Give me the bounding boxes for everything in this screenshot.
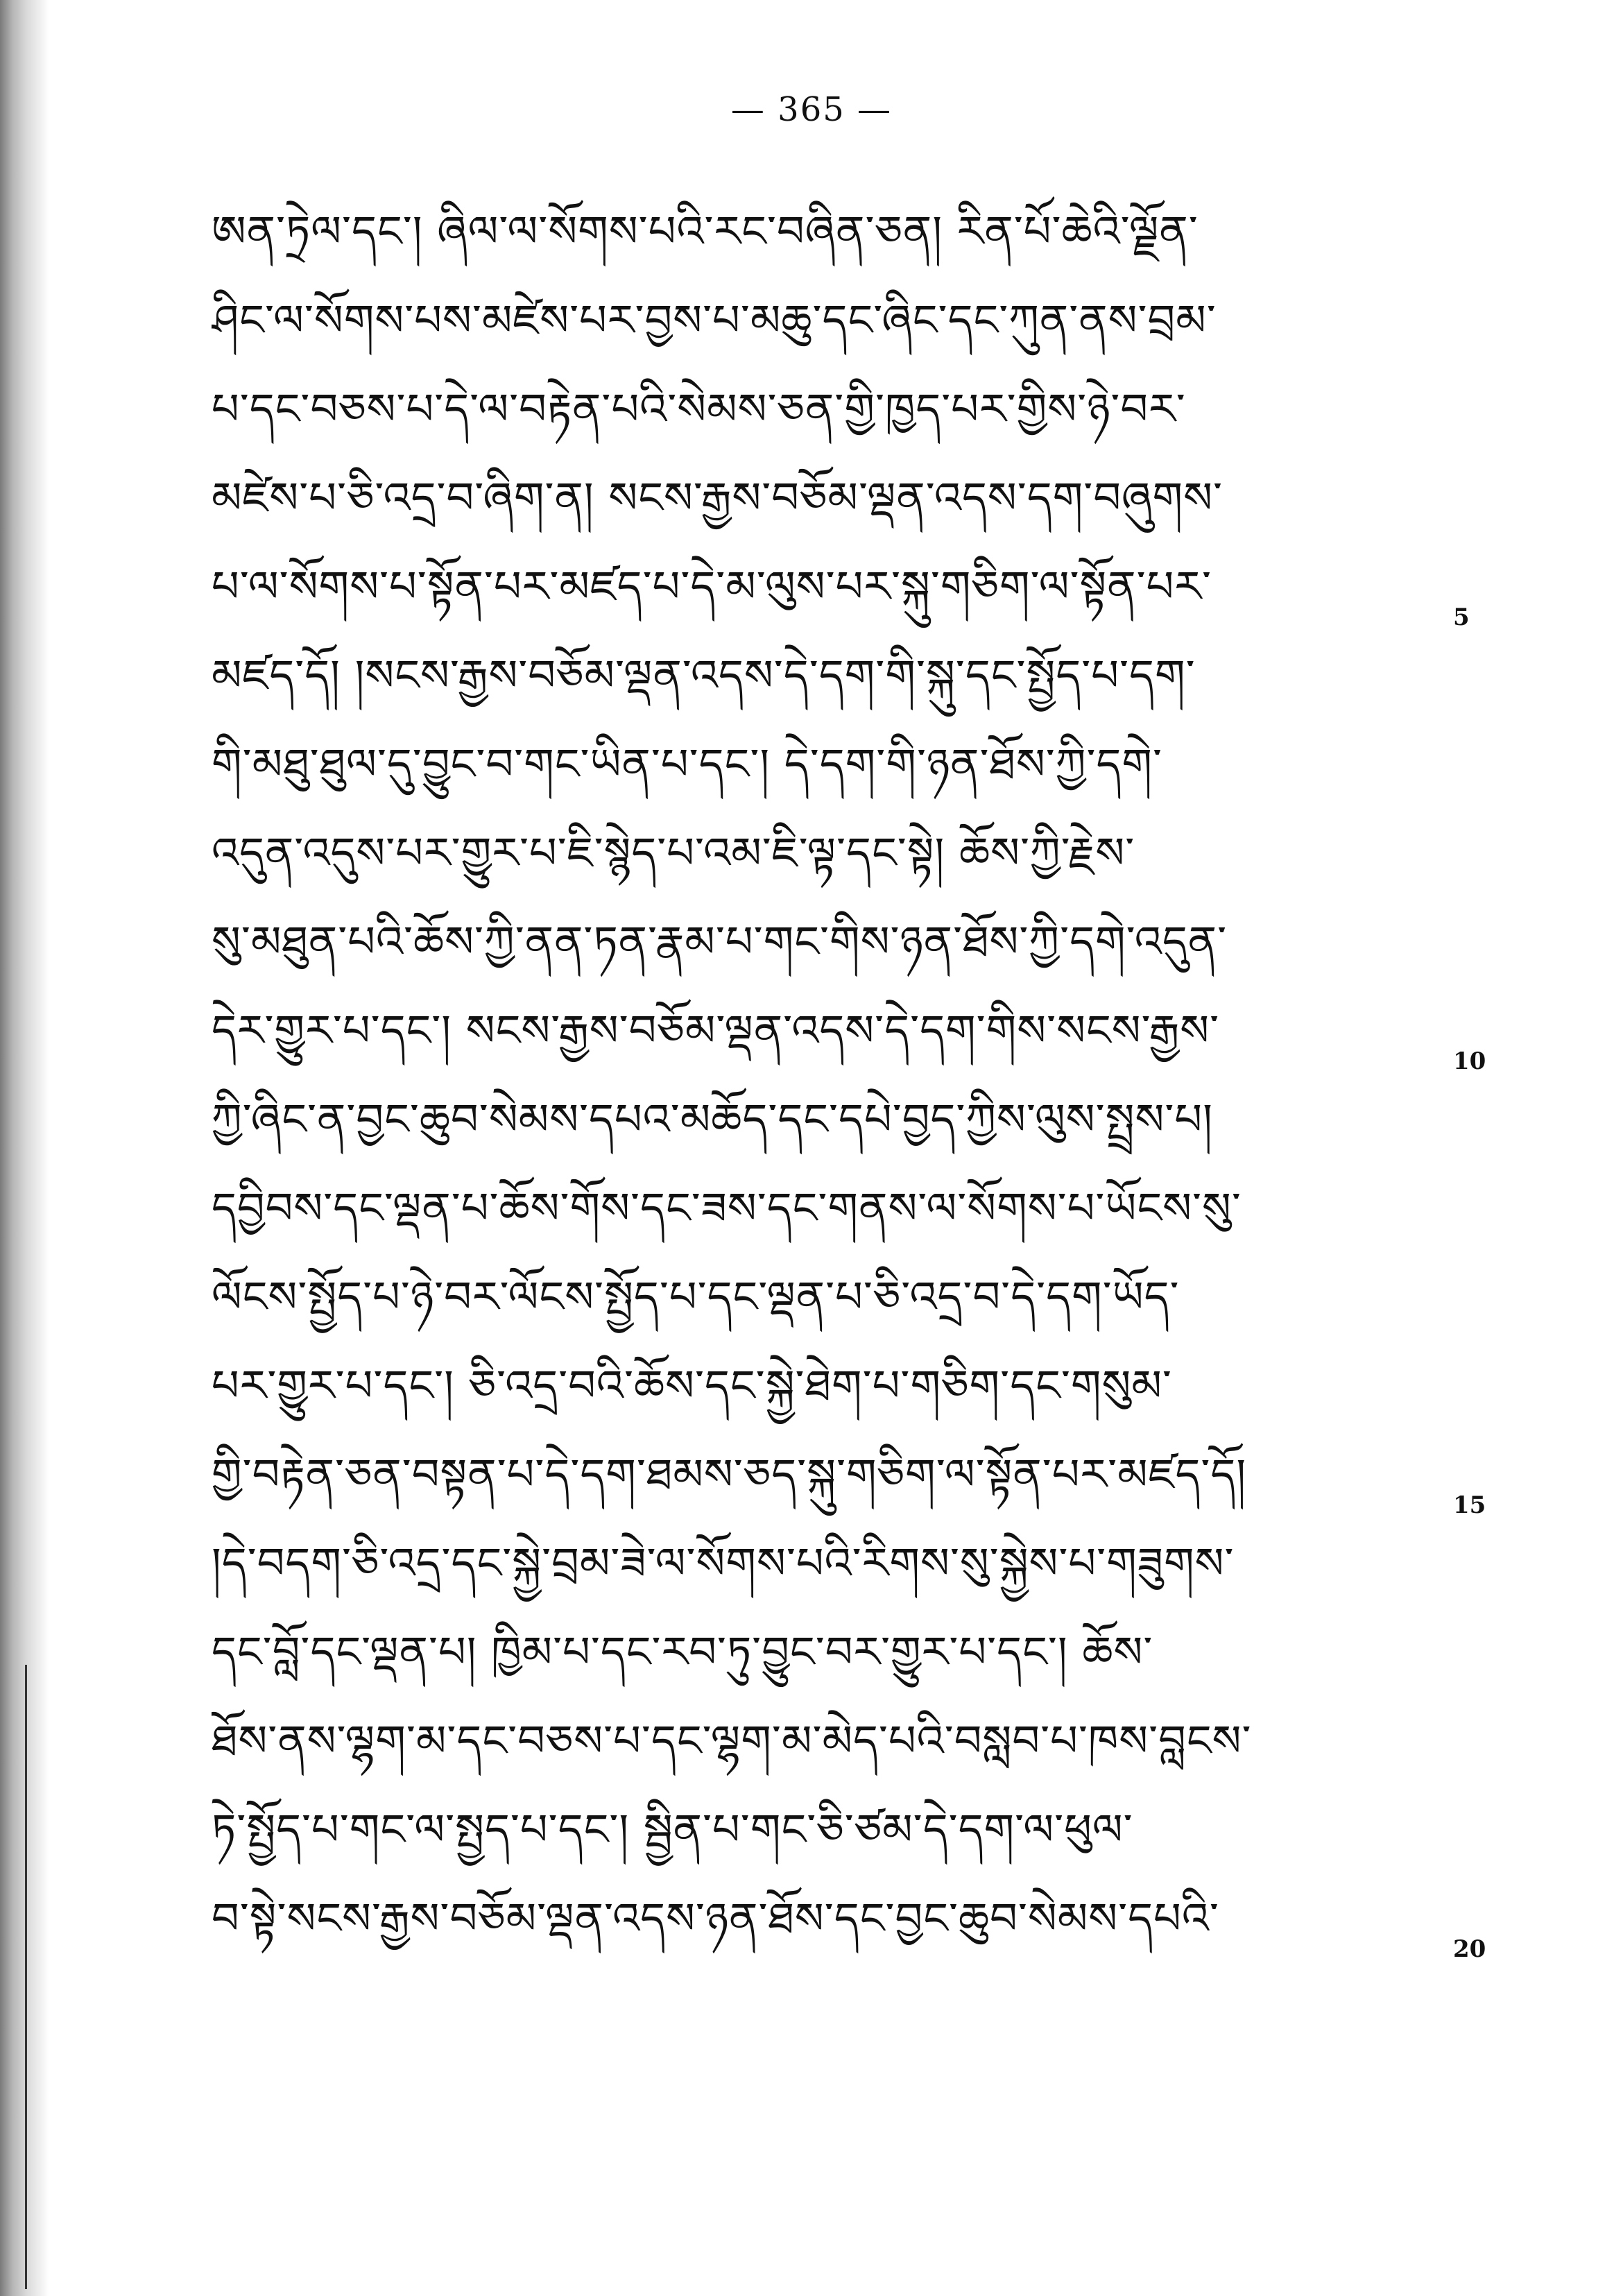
text-line: ལོངས་སྤྱོད་པ་ཉེ་བར་ལོངས་སྤྱོད་པ་དང་ལྡན་པ་ཅི་འདྲ་བ་དེ་དག་ཡོད་ (212, 1271, 1180, 1322)
text-line: ཀྱི་ཞིང་ན་བྱང་ཆུབ་སེམས་དཔའ་མཆོད་དང་དཔེ་བྱད་ཀྱིས་ལུས་སྤྲས་པ། (212, 1094, 1213, 1145)
text-line: འདུན་འདུས་པར་གྱུར་པ་ཇི་སྙེད་པ་འམ་ཇི་ལྟ་དང་སྟེ། ཆོས་ཀྱི་རྗེས་ (212, 828, 1135, 878)
text-line: དེར་གྱུར་པ་དང་། སངས་རྒྱས་བཅོམ་ལྡན་འདས་དེ་དག་གིས་སངས་རྒྱས་ (212, 1005, 1220, 1056)
text-line: བ་སྟེ་སངས་རྒྱས་བཅོམ་ལྡན་འདས་ཉན་ཐོས་དང་བྱང་ཆུབ་སེམས་དཔའི་ (212, 1893, 1219, 1944)
text-line: པ་དང་བཅས་པ་དེ་ལ་བརྟེན་པའི་སེམས་ཅན་གྱི་ཁྱད་པར་གྱིས་ཉེ་བར་ (212, 384, 1186, 434)
text-line: གྱི་བརྟེན་ཅན་བསྟན་པ་དེ་དག་ཐམས་ཅད་སྐུ་གཅིག་ལ་སྟོན་པར་མཛད་དོ། (212, 1449, 1247, 1500)
scan-shadow-edge (0, 0, 49, 2296)
text-line: མཛེས་པ་ཅི་འདྲ་བ་ཞིག་ན། སངས་རྒྱས་བཅོམ་ལྡན་འདས་དག་བཞུགས་ (212, 472, 1223, 523)
scan-edge-line (25, 1665, 27, 2289)
text-line: །དེ་བདག་ཅི་འདྲ་དང་སྐྱེ་བྲམ་ཟེ་ལ་སོགས་པའི་རིགས་སུ་སྐྱེས་པ་གཟུགས་ (212, 1538, 1235, 1588)
line-number-10: 10 (1453, 1047, 1486, 1075)
text-line: ཐོས་ནས་ལྷག་མ་དང་བཅས་པ་དང་ལྷག་མ་མེད་པའི་བསླབ་པ་ཁས་བླངས་ (212, 1715, 1252, 1766)
text-line: དབྱིབས་དང་ལྡན་པ་ཆོས་གོས་དང་ཟས་དང་གནས་ལ་སོགས་པ་ཡོངས་སུ་ (212, 1183, 1242, 1233)
tibetan-text-body (212, 187, 1453, 1963)
line-number-15: 15 (1453, 1491, 1486, 1519)
text-line: དང་བློ་དང་ལྡན་པ། ཁྱིམ་པ་དང་རབ་ཏུ་བྱུང་བར་གྱུར་པ་དང་། ཆོས་ (212, 1627, 1153, 1677)
text-line: སུ་མཐུན་པའི་ཆོས་ཀྱི་ནན་ཏན་རྣམ་པ་གང་གིས་ཉན་ཐོས་ཀྱི་དགེ་འདུན་ (212, 916, 1228, 967)
line-number-5: 5 (1453, 603, 1470, 631)
text-line: པར་གྱུར་པ་དང་། ཅི་འདྲ་བའི་ཆོས་དང་སྐྱེ་ཐེག་པ་གཅིག་དང་གསུམ་ (212, 1360, 1172, 1411)
line-number-20: 20 (1453, 1935, 1486, 1963)
text-line: ཨན་ཏྲེལ་དང་། ཞིལ་ལ་སོགས་པའི་རང་བཞིན་ཅན། རིན་པོ་ཆེའི་ལྗོན་ (212, 206, 1199, 257)
text-line: ཏེ་སྤྱོད་པ་གང་ལ་སྤྱད་པ་དང་། སྦྱིན་པ་གང་ཅི་ཙམ་དེ་དག་ལ་ཕུལ་ (212, 1804, 1133, 1855)
text-line: ཤིང་ལ་སོགས་པས་མཛེས་པར་བྱས་པ་མཆུ་དང་ཞིང་དང་ཀུན་ནས་བྲམ་ (212, 295, 1217, 345)
text-line: པ་ལ་སོགས་པ་སྟོན་པར་མཛད་པ་དེ་མ་ལུས་པར་སྐུ་གཅིག་ལ་སྟོན་པར་ (212, 561, 1212, 612)
page-number: — 365 — (730, 90, 893, 129)
text-line: གི་མཐུ་ཐུལ་དུ་བྱུང་བ་གང་ཡིན་པ་དང་། དེ་དག་གི་ཉན་ཐོས་ཀྱི་དགེ་ (212, 739, 1163, 789)
text-line: མཛད་དོ། །སངས་རྒྱས་བཅོམ་ལྡན་འདས་དེ་དག་གི་སྐུ་དང་སྤྱོད་པ་དག་ (212, 650, 1196, 701)
